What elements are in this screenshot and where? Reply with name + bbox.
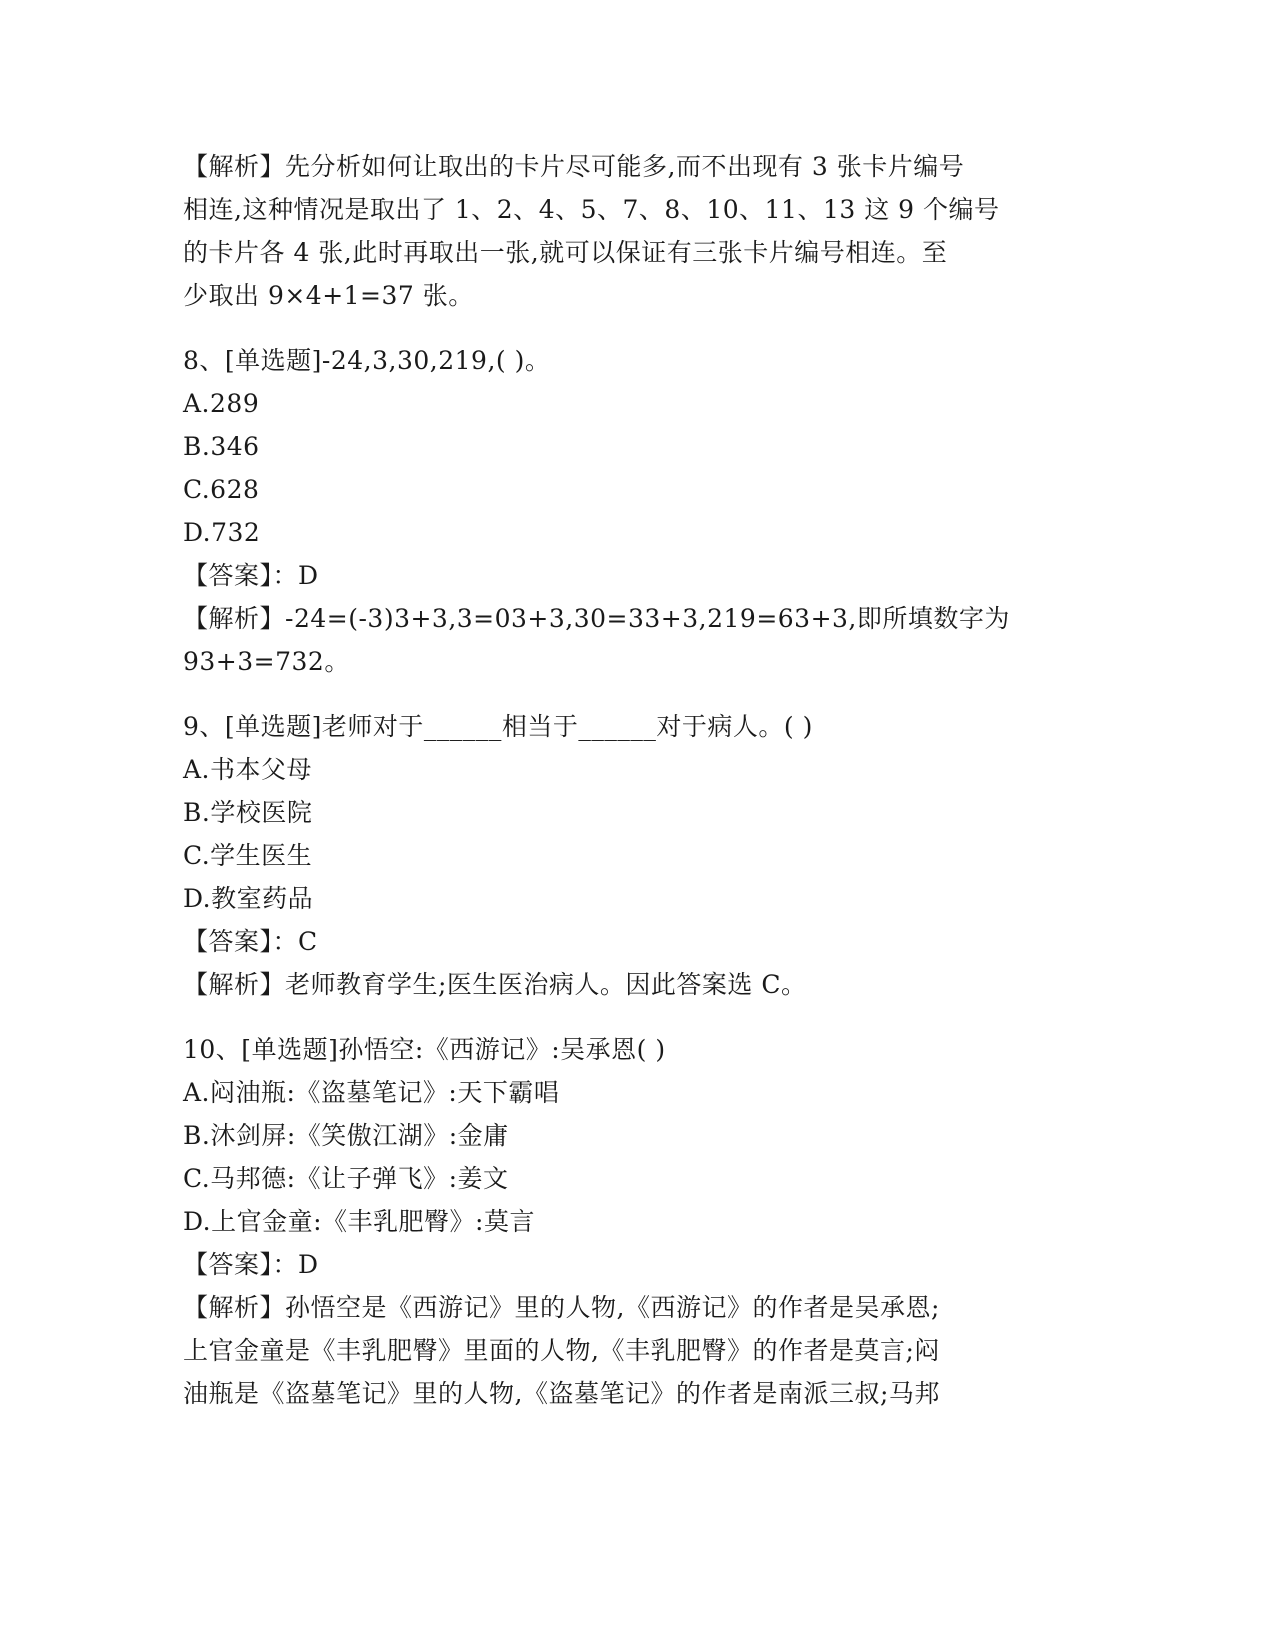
analysis-line: 93+3=732。 [183, 647, 350, 676]
answer-line: 【答案】：C [183, 927, 318, 956]
option-b: B.346 [183, 432, 260, 461]
option-b: B.沐剑屏:《笑傲江湖》:金庸 [183, 1121, 509, 1150]
spacer [183, 317, 1063, 339]
option-a: A.闷油瓶:《盗墓笔记》:天下霸唱 [183, 1078, 560, 1107]
document-page [183, 145, 1063, 1415]
option-c: C.马邦德:《让子弹飞》:姜文 [183, 1164, 509, 1193]
question-9 [183, 705, 1063, 1006]
question-stem: 8、[单选题]-24,3,30,219,( )。 [183, 346, 551, 375]
analysis-line: 少取出 9×4+1=37 张。 [183, 281, 474, 310]
question-stem: 10、[单选题]孙悟空:《西游记》:吴承恩( ) [183, 1035, 666, 1064]
analysis-line: 【解析】孙悟空是《西游记》里的人物,《西游记》的作者是吴承恩; [183, 1293, 940, 1322]
question-8 [183, 339, 1063, 683]
spacer [183, 683, 1063, 705]
option-a: A.289 [183, 389, 260, 418]
option-a: A.书本父母 [183, 755, 313, 784]
analysis-line: 的卡片各 4 张,此时再取出一张,就可以保证有三张卡片编号相连。至 [183, 238, 948, 267]
option-c: C.628 [183, 475, 260, 504]
analysis-line: 【解析】-24=(-3)3+3,3=03+3,30=33+3,219=63+3,即所填数字为 [183, 604, 1010, 633]
option-d: D.教室药品 [183, 884, 314, 913]
spacer [183, 1006, 1063, 1028]
analysis-line: 油瓶是《盗墓笔记》里的人物,《盗墓笔记》的作者是南派三叔;马邦 [183, 1379, 940, 1408]
analysis-line: 【解析】老师教育学生;医生医治病人。因此答案选 C。 [183, 970, 807, 999]
analysis-line: 【解析】先分析如何让取出的卡片尽可能多,而不出现有 3 张卡片编号 [183, 152, 965, 181]
question-10 [183, 1028, 1063, 1415]
answer-line: 【答案】：D [183, 561, 319, 590]
answer-line: 【答案】：D [183, 1250, 319, 1279]
option-d: D.732 [183, 518, 261, 547]
previous-analysis [183, 145, 1063, 317]
analysis-line: 上官金童是《丰乳肥臀》里面的人物,《丰乳肥臀》的作者是莫言;闷 [183, 1336, 940, 1365]
option-d: D.上官金童:《丰乳肥臀》:莫言 [183, 1207, 535, 1236]
question-stem: 9、[单选题]老师对于______相当于______对于病人。( ) [183, 712, 813, 741]
option-b: B.学校医院 [183, 798, 313, 827]
option-c: C.学生医生 [183, 841, 313, 870]
analysis-line: 相连,这种情况是取出了 1、2、4、5、7、8、10、11、13 这 9 个编号 [183, 195, 1000, 224]
